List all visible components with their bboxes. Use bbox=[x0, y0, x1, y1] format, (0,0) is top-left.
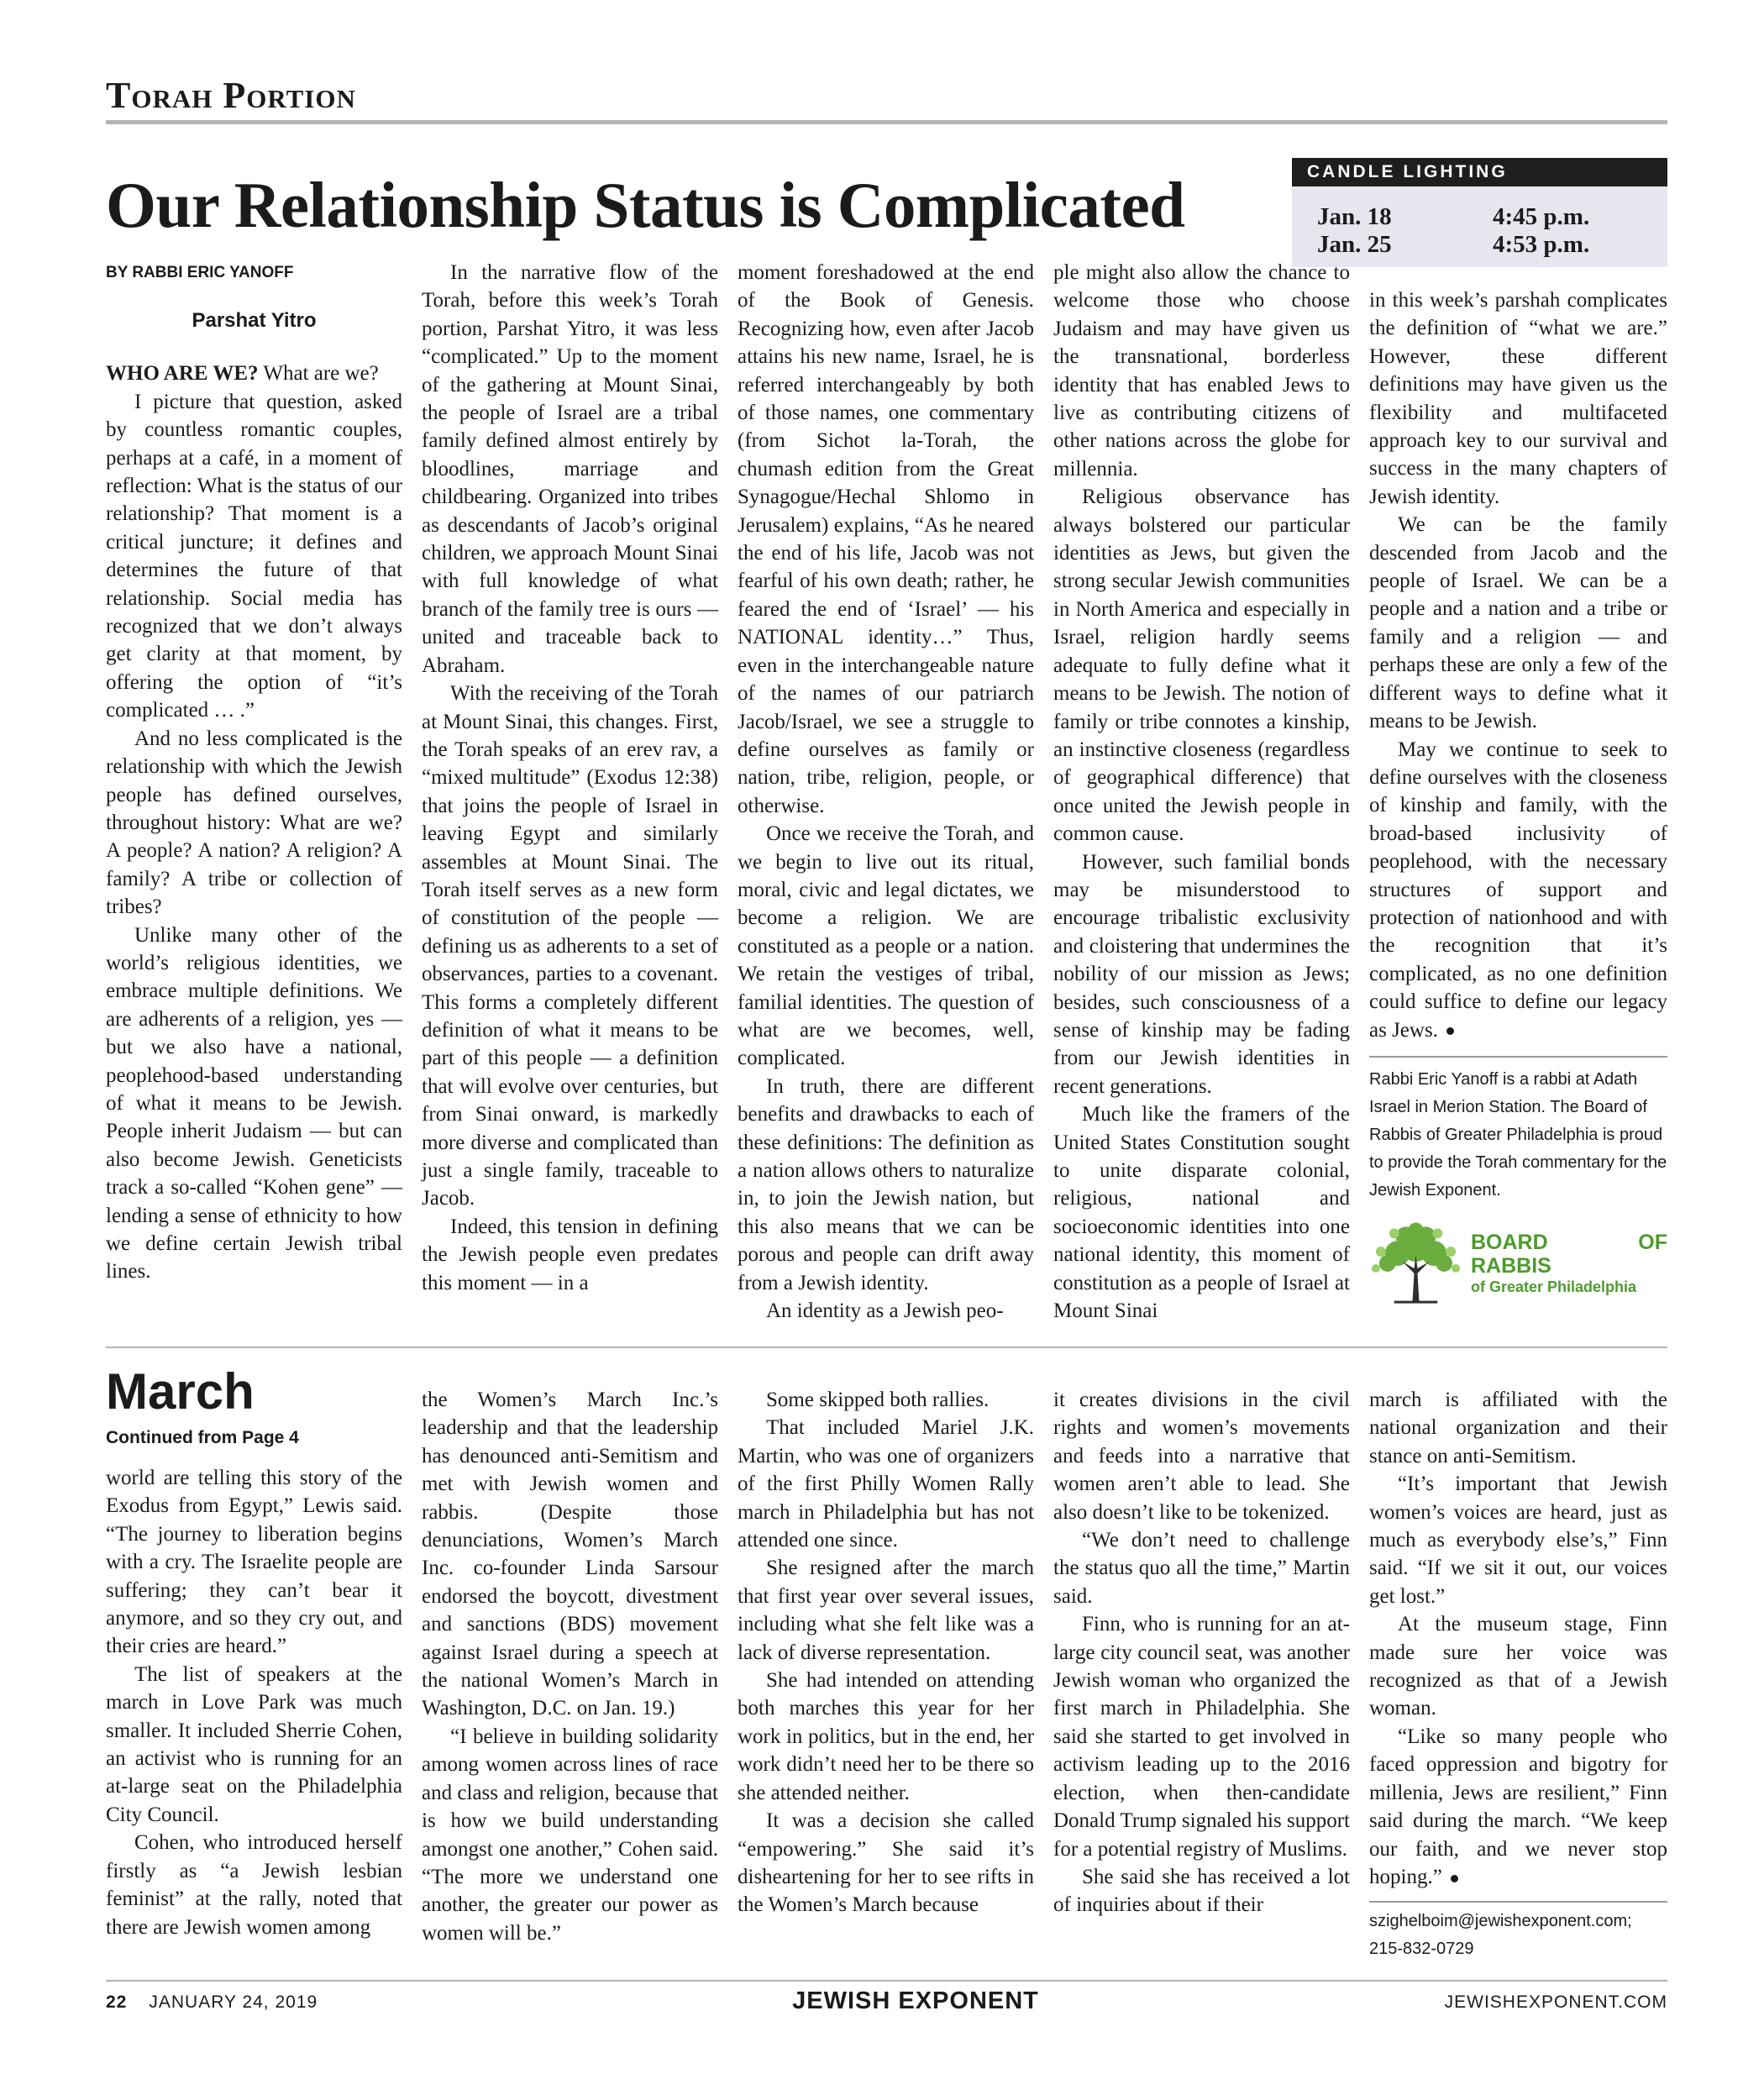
continued-from: Continued from Page 4 bbox=[106, 1428, 299, 1447]
march-column-3 bbox=[738, 1386, 1034, 1919]
candle-lighting-box bbox=[1292, 158, 1667, 267]
march-column-1 bbox=[106, 1365, 402, 1941]
article-paragraph: She had intended on attending both marches this year for her work in politics, but in the end, her work didn’t need her to be there so she attended neither. bbox=[738, 1669, 1034, 1804]
article-paragraph: However, such familial bonds may be misunderstood to encourage tribalistic exclusivity and cloistering that undermines the nobility of our mission as Jews; besides, such consciousness of a sense of kinship may be fading from our Jewish identities in recent generations. bbox=[1053, 850, 1350, 1098]
article-paragraph: Religious observance has always bolstered our particular identities as Jews, but given the strong secular Jewish communities in North America and especially in Israel, religion hardly seems adequate to fully define what it means to be Jewish. The notion of family or tribe connotes a kinship, an instinctive closeness (regardless of geographical difference) that once united the Jewish people in common cause. bbox=[1053, 486, 1350, 846]
contact-rule bbox=[1369, 1901, 1667, 1903]
paragraph-text: “Like so many people who faced oppression and bigotry for millenia, Jews are resilient,” Finn said during the march. “We keep our faith, and we never stop hoping.” bbox=[1369, 1725, 1667, 1888]
candle-row bbox=[1317, 231, 1652, 259]
author-phone: 215-832-0729 bbox=[1369, 1940, 1474, 1959]
end-mark-icon bbox=[1451, 1875, 1458, 1882]
article-paragraph: At the museum stage, Finn made sure her voice was recognized as that of a Jewish woman. bbox=[1369, 1613, 1667, 1720]
article-paragraph: moment foreshadowed at the end of the Book of Genesis. Recognizing how, even after Jacob attains his new name, Israel, he is referred interchangeably by both of those names, one commentary (from Sichot la-Torah, the chumash edition from the Great Synagogue/Hechal Shlomo in Jerusalem) explains, “As he neared the end of his life, Jacob was not fearful of his own death; rather, he feared the end of ‘Israel’ — his NATIONAL identity…” Thus, even in the interchangeable nature of the names of our patriarch Jacob/Israel, we see a struggle to define ourselves as family or nation, tribe, religion, people, or otherwise. bbox=[738, 261, 1034, 817]
article-paragraph: the Women’s March Inc.’s leadership and that the leadership has denounced anti-Semitism and met with Jewish women and rabbis. (Despite those denunciations, Women’s March Inc. co-founder Linda Sarsour endorsed the boycott, divestment and sanctions (BDS) movement against Israel during a speech at the national Women’s March in Washington, D.C. on Jan. 19.) bbox=[422, 1389, 718, 1720]
board-logo-text bbox=[1471, 1231, 1667, 1296]
candle-lighting-label: CANDLE LIGHTING bbox=[1292, 158, 1667, 186]
candle-row bbox=[1317, 203, 1652, 231]
bio-rule bbox=[1369, 1056, 1667, 1058]
article-paragraph: march is affiliated with the national organization and their stance on anti-Semitism. bbox=[1369, 1389, 1667, 1467]
torah-column-4 bbox=[1053, 259, 1350, 1325]
article-paragraph bbox=[106, 360, 402, 387]
torah-column-1 bbox=[106, 259, 402, 1286]
candle-time: 4:45 p.m. bbox=[1493, 203, 1590, 230]
march-column-4 bbox=[1053, 1386, 1350, 1919]
paragraph-text: May we continue to seek to define ourselves with the closeness of kinship and family, with the broad-based inclusivity of peoplehood, with the necessary structures of support and protection of nationhood and with the recognition that it’s complicated, as no one definition could suffice to define our legacy as Jews. bbox=[1369, 738, 1667, 1042]
article-paragraph: Unlike many other of the world’s religious identities, we embrace multiple definitions. We are adherents of a religion, yes — but we also have a national, peoplehood-based understanding of what it means to be Jewish. People inherit Judaism — but can also become Jewish. Geneticists track a so-called “Kohen gene” — lending a sense of ethnicity to how we define certain Jewish tribal lines. bbox=[106, 923, 402, 1284]
byline: BY RABBI ERIC YANOFF bbox=[106, 264, 294, 281]
march-column-2 bbox=[422, 1386, 718, 1947]
issue-date: JANUARY 24, 2019 bbox=[149, 1992, 318, 2012]
article-paragraph: With the receiving of the Torah at Mount Sinai, this changes. First, the Torah speaks of an erev rav, a “mixed multitude” (Exodus 12:38) that joins the people of Israel in leaving Egypt and similarly assembles at Mount Sinai. The Torah itself serves as a new form of constitution of the people — defining us as adherents to a set of observances, parties to a covenant. This forms a completely different definition of what it means to be part of this people — a definition that will evolve over centuries, but from Sinai onward, is markedly more diverse and complicated than just a single family, traceable to Jacob. bbox=[422, 682, 718, 1210]
paragraph-text: What are we? bbox=[263, 362, 379, 386]
article-paragraph: In truth, there are different benefits and drawbacks to each of these definitions: The definition as a nation allows others to naturalize in, to join the Jewish nation, but this also means that we can be porous and people can drift away from a Jewish identity. bbox=[738, 1074, 1034, 1294]
page-number: 22 bbox=[106, 1992, 128, 2012]
article-paragraph: it creates divisions in the civil rights and women’s movements and feeds into a narrative that women aren’t able to lead. She also doesn’t like to be tokenized. bbox=[1053, 1389, 1350, 1524]
article-paragraph bbox=[1369, 1723, 1667, 1891]
march-headline: March bbox=[106, 1363, 255, 1420]
article-paragraph: She said she has received a lot of inquiries about if their bbox=[1053, 1865, 1350, 1917]
board-logo-subtitle: of Greater Philadelphia bbox=[1471, 1278, 1637, 1295]
candle-date: Jan. 18 bbox=[1317, 203, 1392, 230]
article-paragraph: Cohen, who introduced herself firstly as “a Jewish lesbian feminist” at the rally, noted that there are Jewish women among bbox=[106, 1831, 402, 1939]
article-paragraph: The list of speakers at the march in Love Park was much smaller. It included Sherrie Cohen, an activist who is running for an at-large seat on the Philadelphia City Council. bbox=[106, 1662, 402, 1826]
march-column-5 bbox=[1369, 1386, 1667, 1963]
article-paragraph: An identity as a Jewish peo- bbox=[766, 1299, 1004, 1323]
board-of-rabbis-logo bbox=[1369, 1221, 1667, 1305]
article-paragraph: ple might also allow the chance to welcome those who choose Judaism and may have given us the transnational, borderless identity that has enabled Jews to live as contributing citizens of other nations across the globe for millennia. bbox=[1053, 261, 1350, 480]
candle-date: Jan. 25 bbox=[1317, 231, 1392, 258]
article-paragraph: It was a decision she called “empowering.” She said it’s disheartening for her to see rifts in the Women’s March because bbox=[738, 1809, 1034, 1917]
article-paragraph: in this week’s parshah complicates the definition of “what we are.” However, these different definitions may have given us the flexibility and multifaceted approach key to our survival and success in the many chapters of Jewish identity. bbox=[1369, 289, 1667, 508]
article-paragraph: Once we receive the Torah, and we begin to live out its ritual, moral, civic and legal dictates, we become a religion. We are constituted as a people or a nation. We retain the vestiges of tribal, familial identities. The question of what are we becomes, well, complicated. bbox=[738, 822, 1034, 1070]
article-paragraph: “I believe in building solidarity among women across lines of race and class and religion, because that is how we build understanding amongst one another,” Cohen said. “The more we understand one another, the greater our power as women will be.” bbox=[422, 1725, 718, 1945]
torah-column-5 bbox=[1369, 286, 1667, 1305]
publication-name: JEWISH EXPONENT bbox=[792, 1987, 1039, 2014]
candle-time: 4:53 p.m. bbox=[1493, 231, 1590, 258]
torah-column-2 bbox=[422, 259, 718, 1297]
article-paragraph: Some skipped both rallies. bbox=[766, 1389, 990, 1411]
website: JEWISHEXPONENT.COM bbox=[1444, 1992, 1667, 2012]
footer-left bbox=[106, 1992, 318, 2013]
section-divider bbox=[106, 1347, 1667, 1348]
lead-in: WHO ARE WE? bbox=[106, 362, 259, 386]
end-mark-icon bbox=[1446, 1027, 1454, 1035]
footer-rule bbox=[106, 1980, 1667, 1982]
article-paragraph: And no less complicated is the relationship with which the Jewish people has defined ourselves, throughout history: What are we? A people? A nation? A religion? A family? A tribe or collection of tribes? bbox=[106, 727, 402, 919]
article-paragraph: She resigned after the march that first year over several issues, including what she felt like was a lack of diverse representation. bbox=[738, 1557, 1034, 1664]
article-paragraph: In the narrative flow of the Torah, before this week’s Torah portion, Parshat Yitro, it was less “complicated.” Up to the moment of the gathering at Mount Sinai, the people of Israel are a tribal family defined almost entirely by bloodlines, marriage and childbearing. Organized into tribes as descendants of Jacob’s original children, we approach Mount Sinai with full knowledge of what branch of the family tree is ours — united and traceable back to Abraham. bbox=[422, 261, 718, 677]
article-paragraph: We can be the family descended from Jacob and the people of Israel. We can be a people and a nation and a tribe or family and a religion — and perhaps these are only a few of the different ways to define what it means to be Jewish. bbox=[1369, 513, 1667, 733]
parshat-name: Parshat Yitro bbox=[192, 309, 317, 332]
torah-column-3 bbox=[738, 259, 1034, 1325]
header-rule bbox=[106, 120, 1667, 124]
article-paragraph: “We don’t need to challenge the status quo all the time,” Martin said. bbox=[1053, 1529, 1350, 1608]
tree-icon bbox=[1369, 1221, 1462, 1305]
author-email: szighelboim@jewishexponent.com; bbox=[1369, 1912, 1632, 1931]
article-paragraph: That included Mariel J.K. Martin, who was one of organizers of the first Philly Women Rally march in Philadelphia but has not attended one since. bbox=[738, 1416, 1034, 1552]
headline: Our Relationship Status is Complicated bbox=[106, 169, 1185, 241]
article-paragraph: world are telling this story of the Exodus from Egypt,” Lewis said. “The journey to liberation begins with a cry. The Israelite people are suffering; they can’t bear it anymore, and so they cry out, and their cries are heard.” bbox=[106, 1467, 402, 1658]
board-logo-title: BOARD OF RABBIS bbox=[1471, 1230, 1667, 1278]
article-paragraph: Finn, who is running for an at-large city council seat, was another Jewish woman who organized the first march in Philadelphia. She said she started to get involved in activism leading up to the 2016 election, when then-candidate Donald Trump signaled his support for a potential registry of Muslims. bbox=[1053, 1613, 1350, 1861]
article-paragraph: Indeed, this tension in defining the Jewish people even predates this moment — in a bbox=[422, 1215, 718, 1294]
article-paragraph: “It’s important that Jewish women’s voices are heard, just as much as everybody else’s,” Finn said. “If we sit it out, our voices get lost.” bbox=[1369, 1473, 1667, 1608]
article-paragraph: I picture that question, asked by countless romantic couples, perhaps at a café, in a moment of reflection: What is the status of our relationship? That moment is a critical juncture; it defines and determines the future of that relationship. Social media has recognized that we don’t always get clarity at that moment, by offering the option of “it’s complicated … .” bbox=[106, 390, 402, 722]
candle-lighting-times bbox=[1292, 186, 1667, 267]
article-paragraph bbox=[1369, 736, 1667, 1044]
article-paragraph: Much like the framers of the United States Constitution sought to unite disparate colonial, religious, national and socioeconomic identities into one national identity, this moment of constitution as a people of Israel at Mount Sinai bbox=[1053, 1103, 1350, 1323]
author-bio: Rabbi Eric Yanoff is a rabbi at Adath Israel in Merion Station. The Board of Rabbis of Greater Philadelphia is proud to provide the Torah commentary for the Jewish Exponent. bbox=[1369, 1069, 1667, 1200]
section-title: Torah Portion bbox=[106, 75, 356, 116]
